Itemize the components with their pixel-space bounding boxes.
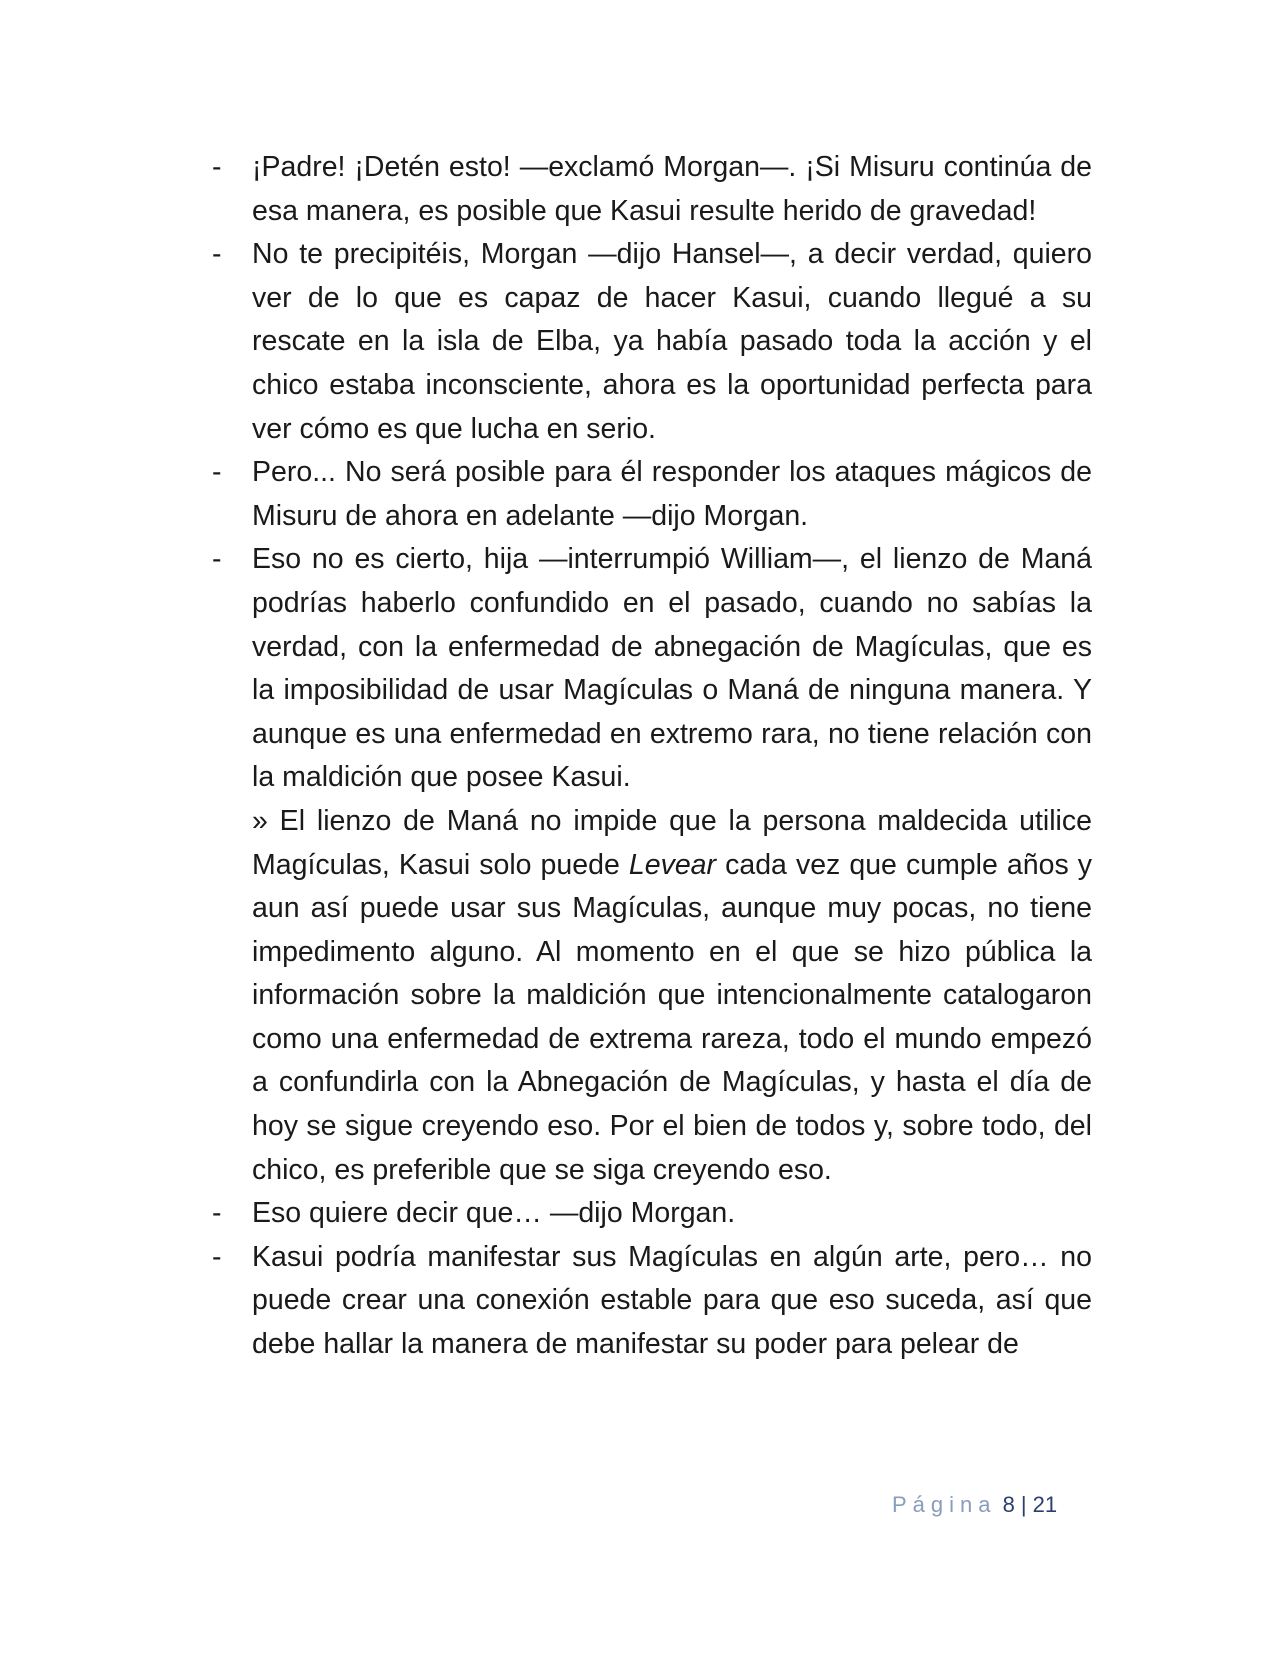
continuation-text-after: cada vez que cumple años y aun así puede usar sus Magículas, aunque muy pocas, no tiene impedimento alguno. Al momento en el que se hizo pública la información sobre la maldición que intencionalmente catalogaron como una enfermedad de extrema rareza, todo el mundo empezó a confundirla con la Abnegación de Magículas, y hasta el día de hoy se sigue creyendo eso. Por el bien de todos y, sobre todo, del chico, es preferible que se siga creyendo eso. [252, 848, 1093, 1186]
page-footer [892, 1490, 1057, 1520]
dialogue-text: Eso no es cierto, hija —interrumpió William—, el lienzo de Maná podrías haberlo confundido en el pasado, cuando no sabías la verdad, con la enfermedad de abnegación de Magículas, que es la imposibilidad de usar Magículas o Maná de ninguna manera. Y aunque es una enfermedad en extremo rara, no tiene relación con la maldición que posee Kasui. [252, 543, 1092, 794]
dialogue-text: Pero... No será posible para él responder los ataques mágicos de Misuru de ahora en adelante —dijo Morgan. [252, 456, 1092, 532]
continuation-text-before: » El lienzo de Maná no impide que la persona maldecida utilice Magículas, Kasui solo puede [252, 804, 1092, 881]
dialogue-text: No te precipitéis, Morgan —dijo Hansel—, a decir verdad, quiero ver de lo que es capaz de hacer Kasui, cuando llegué a su rescate en la isla de Elba, ya había pasado toda la acción y el chico estaba inconsciente, ahora es la oportunidad perfecta para ver cómo es que lucha en serio. [252, 238, 1092, 445]
page-separator: | [1020, 1492, 1027, 1517]
dialogue-text: ¡Padre! ¡Detén esto! —exclamó Morgan—. ¡Si Misuru continúa de esa manera, es posible que Kasui resulte herido de gravedad! [252, 151, 1092, 227]
dialogue-text: Kasui podría manifestar sus Magículas en algún arte, pero… no puede crear una conexión estable para que eso suceda, así que debe hallar la manera de manifestar su poder para pelear de [252, 1240, 1092, 1361]
dialogue-line-4 [212, 538, 1092, 1192]
dialogue-dash: - [212, 456, 222, 489]
dialogue-line-6 [212, 1236, 1092, 1367]
dialogue-line-1 [212, 146, 1092, 233]
dialogue-dash: - [212, 1240, 222, 1273]
dialogue-dash: - [212, 543, 222, 576]
dialogue-dash: - [212, 1197, 222, 1230]
dialogue-line-2 [212, 233, 1092, 451]
page-label: Página [892, 1492, 997, 1517]
continuation-italic-term: Levear [628, 848, 717, 881]
dialogue-text: Eso quiere decir que… —dijo Morgan. [252, 1197, 736, 1230]
dialogue-dash: - [212, 238, 222, 271]
document-body [212, 146, 1092, 1367]
page-total: 21 [1032, 1492, 1058, 1517]
page-number: 8 [1002, 1492, 1015, 1517]
dialogue-line-3 [212, 451, 1092, 538]
dialogue-continuation [252, 800, 1092, 1192]
dialogue-dash: - [212, 151, 222, 183]
dialogue-line-5 [212, 1192, 1092, 1236]
